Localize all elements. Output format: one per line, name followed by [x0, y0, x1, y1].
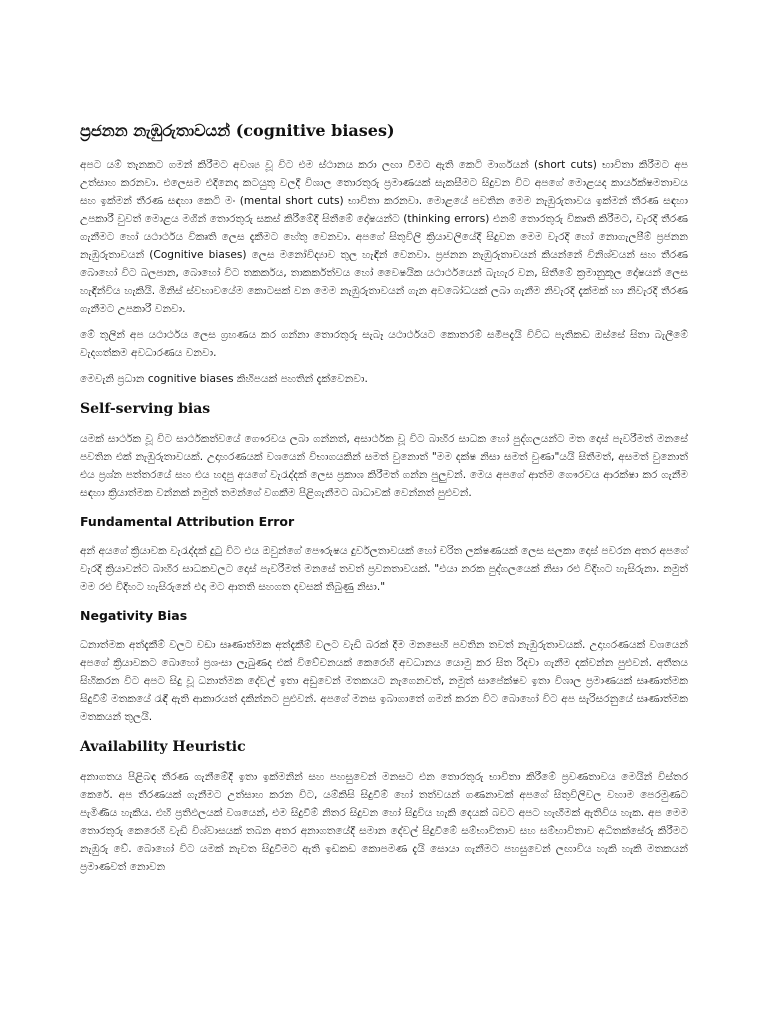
- document-page: [80, 120, 688, 884]
- section-heading-availability-heuristic: Availability Heuristic: [80, 739, 246, 755]
- document-title: ප්‍රජනන නැඹුරුතාවයන් (cognitive biases): [80, 121, 395, 140]
- intro-paragraph-1: අපට යම් තැනකට ගමන් කිරීමට අවශ්‍ය වූ විට එම ස්ථානය කරා ලඟා වීමට ඇති කෙටි මාර්ගයන් (short cuts) භාවිතා කිරීමට අප උත්සාහ කරනවා. එලෙසම එදිනෙදා කටයුතු වලදී විශාල තොරතුරු ප්‍රමාණයක් සැකසීමට සිදුවන විට අපගේ මොළයද කාර්යක්ෂමතාවය සහ ඉක්මන් තීරණ සඳහා කෙටි මං (mental short cuts) භාවිතා කරනවා. මොළයේ පවතින මෙම නැඹුරුතාවය ඉක්මන් තීරණ සඳහා උපකාරී වුවත් මොළය මගින් තොරතුරු සකස් කිරීමේදී සිතීමේ දෝෂයන්ට (thinking errors) එනම් තොරතුරු විකෘති කිරීමට, වැරදි තීරණ ගැනීමට හෝ යථාර්ථය විකෘති ලෙස දැකීමට හේතු වෙනවා. අපගේ සිතුවිලි ක්‍රියාවලියේදී සිදුවන මෙම වැරදි හෝ නොගැලපීම් ප්‍රජනන නැඹුරුතාවයන් (Cognitive biases) ලෙස මනෝවිද්‍යාව තුල හැඳින් වෙනවා. ප්‍රජනන නැඹුරුතාවයන් කියන්නේ විනිශ්චයන් සහ තීරණ බොහෝ විට බලපාන, බොහෝ විට තකර්කය, තාකර්කත්වය හෝ වෛෂයික යථාර්ථයෙන් බැහැර වන, සිතීමේ ක්‍රමානුකූල දෝෂයන් ලෙස හැඳින්විය හැකියි. මිනිස් ස්වභාවයේම කොටසක් වන මෙම නැඹුරුතාවයන් ගැන අවබෝධයක් ලබා ගැනීම නිවැරදි දැක්මක් හා නිවැරදි තීරණ ගැනීමට උපකාරී වනවා.: [80, 159, 688, 315]
- section-text-availability-heuristic: අනාගතය පිළිබඳ තීරණ ගැනීමේදී ඉතා ඉක්මනින් සහ පහසුවෙන් මනසට එන තොරතුරු භාවිතා කිරීමේ ප්‍රවණතාවය මෙයින් විස්තර කෙරේ. අප තීරණයක් ගැනීමට උත්සාහ කරන විට, යම්කිසි සිදුවීම් හෝ තත්වයන් ගණනාවක් අපගේ සිතුවිලිවල වහාම පෙරමුණට පැමිණිය හැකිය. එහි ප්‍රතිඵලයක් වශයෙන්, එම සිදුවීම් නිතර සිදුවන හෝ සිදුවිය හැකි දෙයක් බවට අපට හැඟීමක් ඇතිවිය හැක. අප මෙම තොරතුරු කෙරෙහි වැඩි විශ්වාසයක් තබන අතර අනාගතයේදී සමාන දේවල් සිදුවීමේ සම්භාවිතාව සහ සම්භාවිතාව අධිතක්සේරු කිරීමට නැඹුරු වේ. බොහෝ විට යමක් නැවත සිදුවීමට ඇති ඉඩකඩ කොපමණ දැයි සොයා ගැනීමට පහසුවෙන් ලඟාවිය හැකි හැකි මතකයන් ප්‍රමාණවත් නොවන: [80, 771, 688, 873]
- section-heading-self-serving-bias: Self-serving bias: [80, 401, 211, 417]
- section-text-fundamental-attribution-error: අන් අයගේ ක්‍රියාවක වැරැද්දක් දුටු විට එය ඔවුන්ගේ පෞරුෂය දුර්වලතාවයක් හෝ චරිත ලක්ෂණයක් ලෙස සලකා දොස් පවරන අතර අපගේ වැරදි ක්‍රියාවන්ට බාහිර සාධකවලට දොස් පැවරීමත් මනසේ තවත් ප්‍රවනතාවයක්. "එයා නරක පුද්ගලයෙක් නිසා රළු විදිහට හැසිරුනා. නමුත් මම රළු විදිහට හැසිරුනේ එදා මට ආතති සහගත දවසක් තිබුණු නිසා.": [80, 545, 688, 593]
- section-text-negativity-bias: ධනාත්මක අත්දැකීම් වලට වඩා සෘණාත්මක අත්දැකීම් වලට වැඩි බරක් දීම මනසෙහි පවතින තවත් නැඹුරුතාවයක්. උදාහරණයක් වශයෙන් අපගේ ක්‍රියාවකට බොහෝ ප්‍රශංසා ලැබුණද එක් විවේචනයක් කෙරෙහි අවධානය යොමු කර සිත රිදවා ගැනීම දක්වන්න පුළුවන්. අතීතය සිහිකරන විට අපට සිදු වූ ධනාත්මක දේවල් ඉතා අඩුවෙන් මතකයට නැගෙනවත්, නමුත් සාපේක්ෂව ඉතා විශාල ප්‍රමාණයක් සෘණාත්මක සිදුවීම් මතකයේ රැඳී ඇති ආකාරයත් දකින්නට පුළුවන්. අපගේ මනස ඉබාගාතේ ගමන් කරන විට බොහෝ විට අප සැරිසරනුයේ සෘණාත්මක මතකයන් තුලයි.: [80, 639, 688, 723]
- intro-paragraph-2: මේ තුලින් අප යථාර්ථය ලෙස ග්‍රහණය කර ගන්නා තොරතුරු සැබෑ යථාර්ථයට කොතරම් සමීපදැයි විවිධ පැතිකඩ ඔස්සේ සිතා බැලීමේ වැදගත්කම අවධාරණය වනවා.: [80, 329, 688, 359]
- intro-paragraph-3: මෙවැනි ප්‍රධාන cognitive biases කිහිපයක් පහතින් දැක්වෙනවා.: [80, 373, 368, 385]
- section-heading-negativity-bias: Negativity Bias: [80, 608, 188, 623]
- section-heading-fundamental-attribution-error: Fundamental Attribution Error: [80, 514, 295, 529]
- section-text-self-serving-bias: යමක් සාර්ථක වූ විට සාර්ථකත්වයේ ගෞරවය ලබා ගන්නත්, අසාර්ථක වූ විට බාහිර සාධක හෝ පුද්ගලයන්ට මත දොස් පැවරීමත් මනසේ පවතින එක් නැඹුරුතාවයක්. උදාහරණයක් වශයෙන් විභාගයකින් සමත් වුනොත් "මම දක්ෂ නිසා සමත් වුණා"යයි සිතීමත්, අසමත් වුනොත් එය ප්‍රශ්න පත්තරයේ සහ එය හදපු අයගේ වැරැද්දක් ලෙස ප්‍රකාශ කිරීමත් ගන්න පුලුවන්. මෙය අපගේ ආත්ම ගෞරවය ආරක්ෂා කර ගැනීම සඳහා ක්‍රියාත්මක වන්නක් නමුත් තමන්ගේ වගකීම පිළිගැනීමට බාධාවක් වෙන්නත් පුළුවන්.: [80, 433, 688, 499]
